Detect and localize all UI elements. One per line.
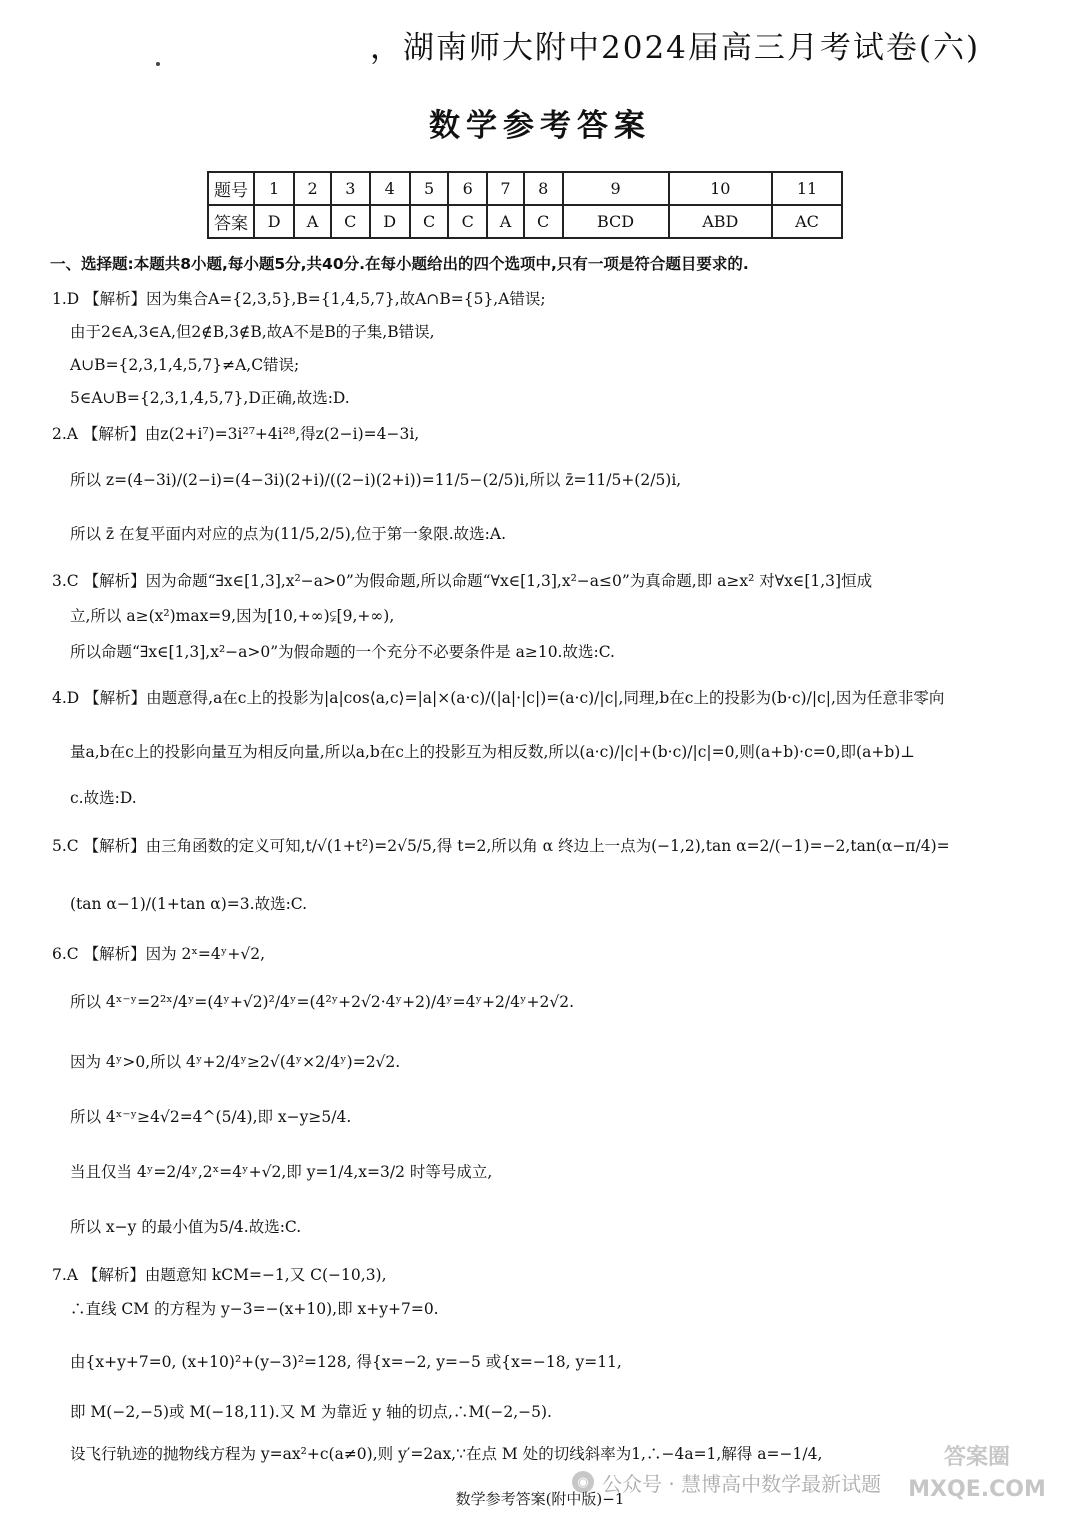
solution-line: 量a,b在c上的投影向量互为相反向量,所以a,b在c上的投影互为相反数,所以(a·c)/|c|+(b·c)/|c|=0,则(a+b)·c=0,即(a+b)⊥ bbox=[70, 743, 915, 761]
answer-table bbox=[207, 171, 843, 239]
solution-line: 设飞行轨迹的抛物线方程为 y=ax²+c(a≠0),则 y′=2ax,∵在点 M 处的切线斜率为1,∴−4a=1,解得 a=−1/4, bbox=[70, 1445, 823, 1463]
watermark-stamp: 答案圈 MXQE.COM bbox=[908, 1445, 1046, 1502]
solution-line: 由于2∈A,3∈A,但2∉B,3∉B,故A不是B的子集,B错误, bbox=[70, 323, 435, 341]
page-title: ，湖南师大附中2024届高三月考试卷(六) bbox=[370, 30, 981, 66]
solution-line: ∴直线 CM 的方程为 y−3=−(x+10),即 x+y+7=0. bbox=[70, 1300, 439, 1318]
solution-line: 1.D 【解析】因为集合A={2,3,5},B={1,4,5,7},故A∩B={5},A错误; bbox=[52, 290, 546, 308]
table-cell: ABD bbox=[669, 205, 772, 238]
solution-line: 所以 x−y 的最小值为5/4.故选:C. bbox=[70, 1218, 302, 1236]
scan-dot bbox=[156, 62, 160, 66]
table-cell: BCD bbox=[563, 205, 669, 238]
solution-line: 6.C 【解析】因为 2ˣ=4ʸ+√2, bbox=[52, 945, 265, 963]
table-cell: 10 bbox=[669, 172, 772, 205]
solution-line: 由{x+y+7=0, (x+10)²+(y−3)²=128, 得{x=−2, y=−5 或{x=−18, y=11, bbox=[70, 1353, 622, 1371]
table-cell: C bbox=[331, 205, 370, 238]
wechat-icon: ◉ bbox=[572, 1471, 594, 1493]
table-cell: 9 bbox=[563, 172, 669, 205]
solution-line: 4.D 【解析】由题意得,a在c上的投影为|a|cos⟨a,c⟩=|a|×(a·c)/(|a|·|c|)=(a·c)/|c|,同理,b在c上的投影为(b·c)/|c|,因为任意非零向 bbox=[52, 689, 945, 707]
solution-line: 5∈A∪B={2,3,1,4,5,7},D正确,故选:D. bbox=[70, 389, 350, 407]
solution-line: 所以 4ˣ⁻ʸ=2²ˣ/4ʸ=(4ʸ+√2)²/4ʸ=(4²ʸ+2√2·4ʸ+2)/4ʸ=4ʸ+2/4ʸ+2√2. bbox=[70, 993, 575, 1011]
table-cell: AC bbox=[772, 205, 842, 238]
row-label-number: 题号 bbox=[208, 172, 254, 205]
solution-line: A∪B={2,3,1,4,5,7}≠A,C错误; bbox=[70, 356, 300, 374]
table-cell: 8 bbox=[524, 172, 563, 205]
watermark-text: 公众号 · 慧博高中数学最新试题 bbox=[602, 1471, 882, 1496]
watermark bbox=[572, 1442, 1067, 1522]
table-cell: 1 bbox=[254, 172, 294, 205]
solution-line: 所以 4ˣ⁻ʸ≥4√2=4^(5/4),即 x−y≥5/4. bbox=[70, 1108, 352, 1126]
table-cell: 7 bbox=[487, 172, 524, 205]
table-cell: 11 bbox=[772, 172, 842, 205]
table-cell: D bbox=[254, 205, 294, 238]
table-cell: 4 bbox=[370, 172, 410, 205]
solution-line: 因为 4ʸ>0,所以 4ʸ+2/4ʸ≥2√(4ʸ×2/4ʸ)=2√2. bbox=[70, 1053, 401, 1071]
solution-line: 即 M(−2,−5)或 M(−18,11).又 M 为靠近 y 轴的切点,∴M(−2,−5). bbox=[70, 1403, 552, 1421]
solution-line: 3.C 【解析】因为命题“∃x∈[1,3],x²−a>0”为假命题,所以命题“∀x∈[1,3],x²−a≤0”为真命题,即 a≥x² 对∀x∈[1,3]恒成 bbox=[52, 572, 873, 590]
table-cell: 2 bbox=[294, 172, 331, 205]
solution-line: 5.C 【解析】由三角函数的定义可知,t/√(1+t²)=2√5/5,得 t=2,所以角 α 终边上一点为(−1,2),tan α=2/(−1)=−2,tan(α−π/4)= bbox=[52, 837, 950, 855]
section-heading: 一、选择题:本题共8小题,每小题5分,共40分.在每小题给出的四个选项中,只有一项是符合题目要求的. bbox=[50, 255, 749, 273]
table-cell: A bbox=[294, 205, 331, 238]
table-cell: C bbox=[448, 205, 487, 238]
table-cell: A bbox=[487, 205, 524, 238]
solution-line: 所以 z̄ 在复平面内对应的点为(11/5,2/5),位于第一象限.故选:A. bbox=[70, 525, 506, 543]
table-cell: 3 bbox=[331, 172, 370, 205]
page-footer: 数学参考答案(附中版)−1 bbox=[455, 1490, 625, 1508]
solution-line: c.故选:D. bbox=[70, 789, 137, 807]
table-cell: 5 bbox=[410, 172, 449, 205]
table-cell: 6 bbox=[448, 172, 487, 205]
table-cell: C bbox=[410, 205, 449, 238]
table-row-numbers bbox=[208, 172, 842, 205]
solution-line: (tan α−1)/(1+tan α)=3.故选:C. bbox=[70, 895, 308, 913]
table-cell: D bbox=[370, 205, 410, 238]
solution-line: 当且仅当 4ʸ=2/4ʸ,2ˣ=4ʸ+√2,即 y=1/4,x=3/2 时等号成立, bbox=[70, 1163, 493, 1181]
page-subtitle: 数学参考答案 bbox=[429, 108, 651, 144]
solution-line: 立,所以 a≥(x²)max=9,因为[10,+∞)⫋[9,+∞), bbox=[70, 607, 395, 625]
solution-line: 所以命题“∃x∈[1,3],x²−a>0”为假命题的一个充分不必要条件是 a≥10.故选:C. bbox=[70, 643, 615, 661]
row-label-answer: 答案 bbox=[208, 205, 254, 238]
solution-line: 7.A 【解析】由题意知 kCM=−1,又 C(−10,3), bbox=[52, 1266, 387, 1284]
table-cell: C bbox=[524, 205, 563, 238]
table-row-answers bbox=[208, 205, 842, 238]
solution-line: 2.A 【解析】由z(2+i⁷)=3i²⁷+4i²⁸,得z(2−i)=4−3i, bbox=[52, 425, 420, 443]
solution-line: 所以 z=(4−3i)/(2−i)=(4−3i)(2+i)/((2−i)(2+i))=11/5−(2/5)i,所以 z̄=11/5+(2/5)i, bbox=[70, 471, 682, 489]
